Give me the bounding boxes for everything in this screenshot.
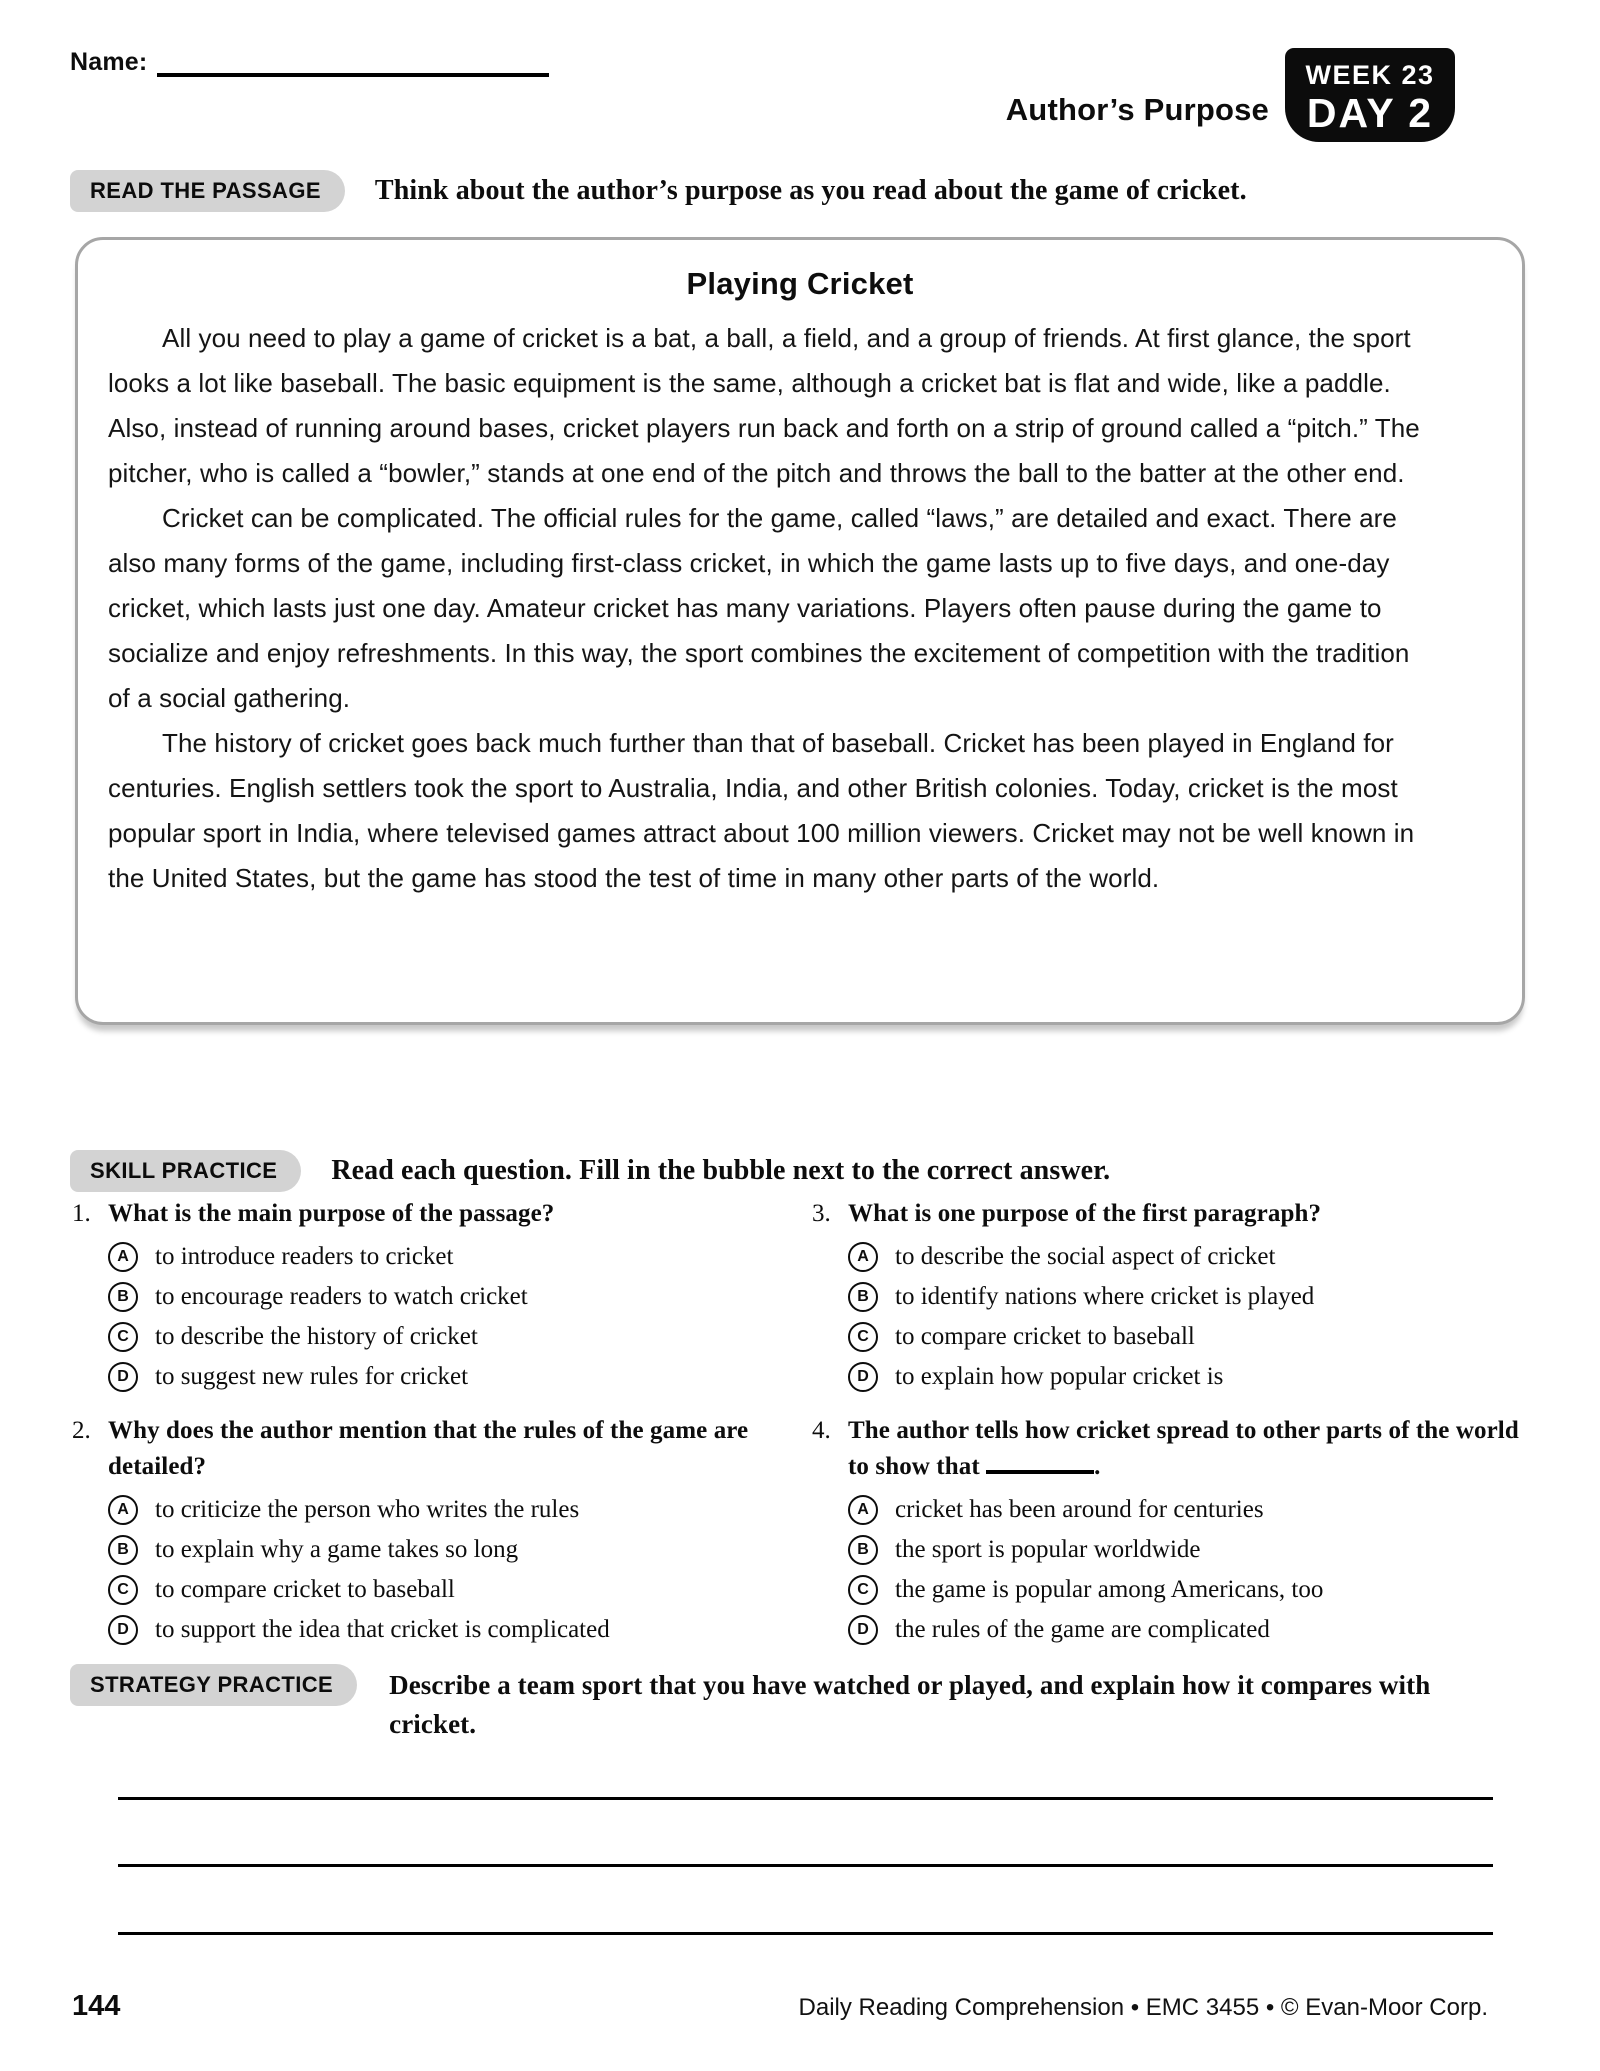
page-number: 144	[72, 1990, 121, 2022]
writing-line[interactable]	[118, 1932, 1493, 1935]
answer-bubble-b[interactable]: B	[108, 1282, 138, 1312]
answer-bubble-a[interactable]: A	[108, 1242, 138, 1272]
answer-bubble-b[interactable]: B	[108, 1535, 138, 1565]
name-input-line[interactable]	[157, 51, 549, 77]
question-4	[810, 1413, 1535, 1646]
option-text: to encourage readers to watch cricket	[155, 1283, 528, 1310]
question-2-option-a	[108, 1494, 765, 1526]
read-the-passage-row	[70, 170, 1530, 212]
week-day-badge	[1285, 48, 1455, 142]
question-4-option-d	[848, 1614, 1535, 1646]
question-4-stem-text: The author tells how cricket spread to other parts of the world to show that	[848, 1417, 1519, 1480]
question-3-number: 3.	[812, 1200, 831, 1227]
option-text: to criticize the person who writes the rules	[155, 1496, 580, 1523]
questions-left-column	[70, 1196, 765, 1666]
question-4-number: 4.	[812, 1417, 831, 1444]
skill-practice-badge: SKILL PRACTICE	[70, 1150, 301, 1192]
answer-bubble-a[interactable]: A	[848, 1495, 878, 1525]
question-3-option-a	[848, 1241, 1535, 1273]
passage-paragraph-2: Cricket can be complicated. The official rules for the game, called “laws,” are detailed and exact. There are also many forms of the game, including first-class cricket, in which the game lasts up to five days, and one-day cricket, which lasts just one day. Amateur cricket has many variations. Players often pause during the game to socialize and enjoy refreshments. In this way, the sport combines the excitement of competition with the tradition of a social gathering.	[108, 503, 1410, 713]
questions-grid	[70, 1196, 1535, 1666]
answer-bubble-c[interactable]: C	[108, 1575, 138, 1605]
question-2	[70, 1413, 765, 1646]
question-1-option-a	[108, 1241, 765, 1273]
passage-box	[75, 237, 1525, 1025]
passage-title: Playing Cricket	[686, 266, 914, 301]
option-text: to explain why a game takes so long	[155, 1536, 519, 1563]
option-text: the rules of the game are complicated	[895, 1616, 1270, 1643]
question-4-stem-period: .	[1094, 1453, 1101, 1480]
question-1-stem: What is the main purpose of the passage?	[108, 1200, 555, 1227]
question-2-option-b	[108, 1534, 765, 1566]
day-label: DAY 2	[1306, 89, 1434, 136]
question-3-stem: What is one purpose of the first paragraph?	[848, 1200, 1322, 1227]
question-3-option-b	[848, 1281, 1535, 1313]
option-text: to describe the social aspect of cricket	[895, 1243, 1276, 1270]
name-label: Name:	[70, 48, 148, 76]
answer-bubble-b[interactable]: B	[848, 1282, 878, 1312]
strategy-practice-row	[70, 1664, 1530, 1744]
passage-paragraph-1: All you need to play a game of cricket is a bat, a ball, a field, and a group of friends. At first glance, the sport looks a lot like baseball. The basic equipment is the same, although a cricket bat is flat and wide, like a paddle. Also, instead of running around bases, cricket players run back and forth on a strip of ground called a “pitch.” The pitcher, who is called a “bowler,” stands at one end of the pitch and throws the ball to the batter at the other end.	[108, 323, 1420, 488]
footer-credit: Daily Reading Comprehension • EMC 3455 • © Evan-Moor Corp.	[798, 1994, 1488, 2021]
question-2-number: 2.	[72, 1417, 91, 1444]
option-text: the sport is popular worldwide	[895, 1536, 1201, 1563]
answer-bubble-d[interactable]: D	[108, 1615, 138, 1645]
answer-bubble-c[interactable]: C	[848, 1322, 878, 1352]
option-text: to compare cricket to baseball	[155, 1576, 455, 1603]
read-instruction: Think about the author’s purpose as you read about the game of cricket.	[374, 175, 1247, 206]
strategy-prompt: Describe a team sport that you have watched or played, and explain how it compares with cricket.	[389, 1670, 1431, 1739]
question-1-option-b	[108, 1281, 765, 1313]
answer-bubble-c[interactable]: C	[108, 1322, 138, 1352]
name-row	[70, 48, 549, 77]
option-text: to suggest new rules for cricket	[155, 1363, 469, 1390]
skill-instruction: Read each question. Fill in the bubble next to the correct answer.	[331, 1155, 1111, 1186]
read-the-passage-badge: READ THE PASSAGE	[70, 170, 345, 212]
option-text: to explain how popular cricket is	[895, 1363, 1224, 1390]
answer-bubble-d[interactable]: D	[848, 1615, 878, 1645]
skill-practice-row	[70, 1150, 1530, 1192]
questions-right-column	[810, 1196, 1535, 1666]
question-1-option-c	[108, 1321, 765, 1353]
question-4-stem	[848, 1413, 1535, 1485]
option-text: the game is popular among Americans, too	[895, 1576, 1324, 1603]
answer-bubble-b[interactable]: B	[848, 1535, 878, 1565]
answer-bubble-d[interactable]: D	[108, 1362, 138, 1392]
option-text: cricket has been around for centuries	[895, 1496, 1264, 1523]
passage-paragraph-3: The history of cricket goes back much further than that of baseball. Cricket has been played in England for centuries. English settlers took the sport to Australia, India, and other British colonies. Today, cricket is the most popular sport in India, where televised games attract about 100 million viewers. Cricket may not be well known in the United States, but the game has stood the test of time in many other parts of the world.	[108, 728, 1415, 893]
question-3	[810, 1196, 1535, 1393]
answer-bubble-a[interactable]: A	[848, 1242, 878, 1272]
question-4-option-c	[848, 1574, 1535, 1606]
question-1	[70, 1196, 765, 1393]
option-text: to support the idea that cricket is complicated	[155, 1616, 610, 1643]
option-text: to introduce readers to cricket	[155, 1243, 454, 1270]
answer-bubble-a[interactable]: A	[108, 1495, 138, 1525]
question-4-option-b	[848, 1534, 1535, 1566]
answer-bubble-d[interactable]: D	[848, 1362, 878, 1392]
question-4-option-a	[848, 1494, 1535, 1526]
writing-line[interactable]	[118, 1797, 1493, 1800]
question-3-option-d	[848, 1361, 1535, 1393]
option-text: to identify nations where cricket is played	[895, 1283, 1315, 1310]
strategy-practice-badge: STRATEGY PRACTICE	[70, 1664, 357, 1706]
question-1-number: 1.	[72, 1200, 91, 1227]
writing-line[interactable]	[118, 1864, 1493, 1867]
question-3-option-c	[848, 1321, 1535, 1353]
question-1-option-d	[108, 1361, 765, 1393]
option-text: to compare cricket to baseball	[895, 1323, 1195, 1350]
header-right	[1006, 48, 1455, 142]
fill-in-blank-line[interactable]	[986, 1452, 1094, 1474]
question-2-option-c	[108, 1574, 765, 1606]
answer-bubble-c[interactable]: C	[848, 1575, 878, 1605]
page-title: Author’s Purpose	[1005, 92, 1269, 127]
question-2-option-d	[108, 1614, 765, 1646]
question-2-stem: Why does the author mention that the rules of the game are detailed?	[108, 1417, 749, 1480]
week-label: WEEK 23	[1305, 59, 1435, 90]
option-text: to describe the history of cricket	[155, 1323, 478, 1350]
